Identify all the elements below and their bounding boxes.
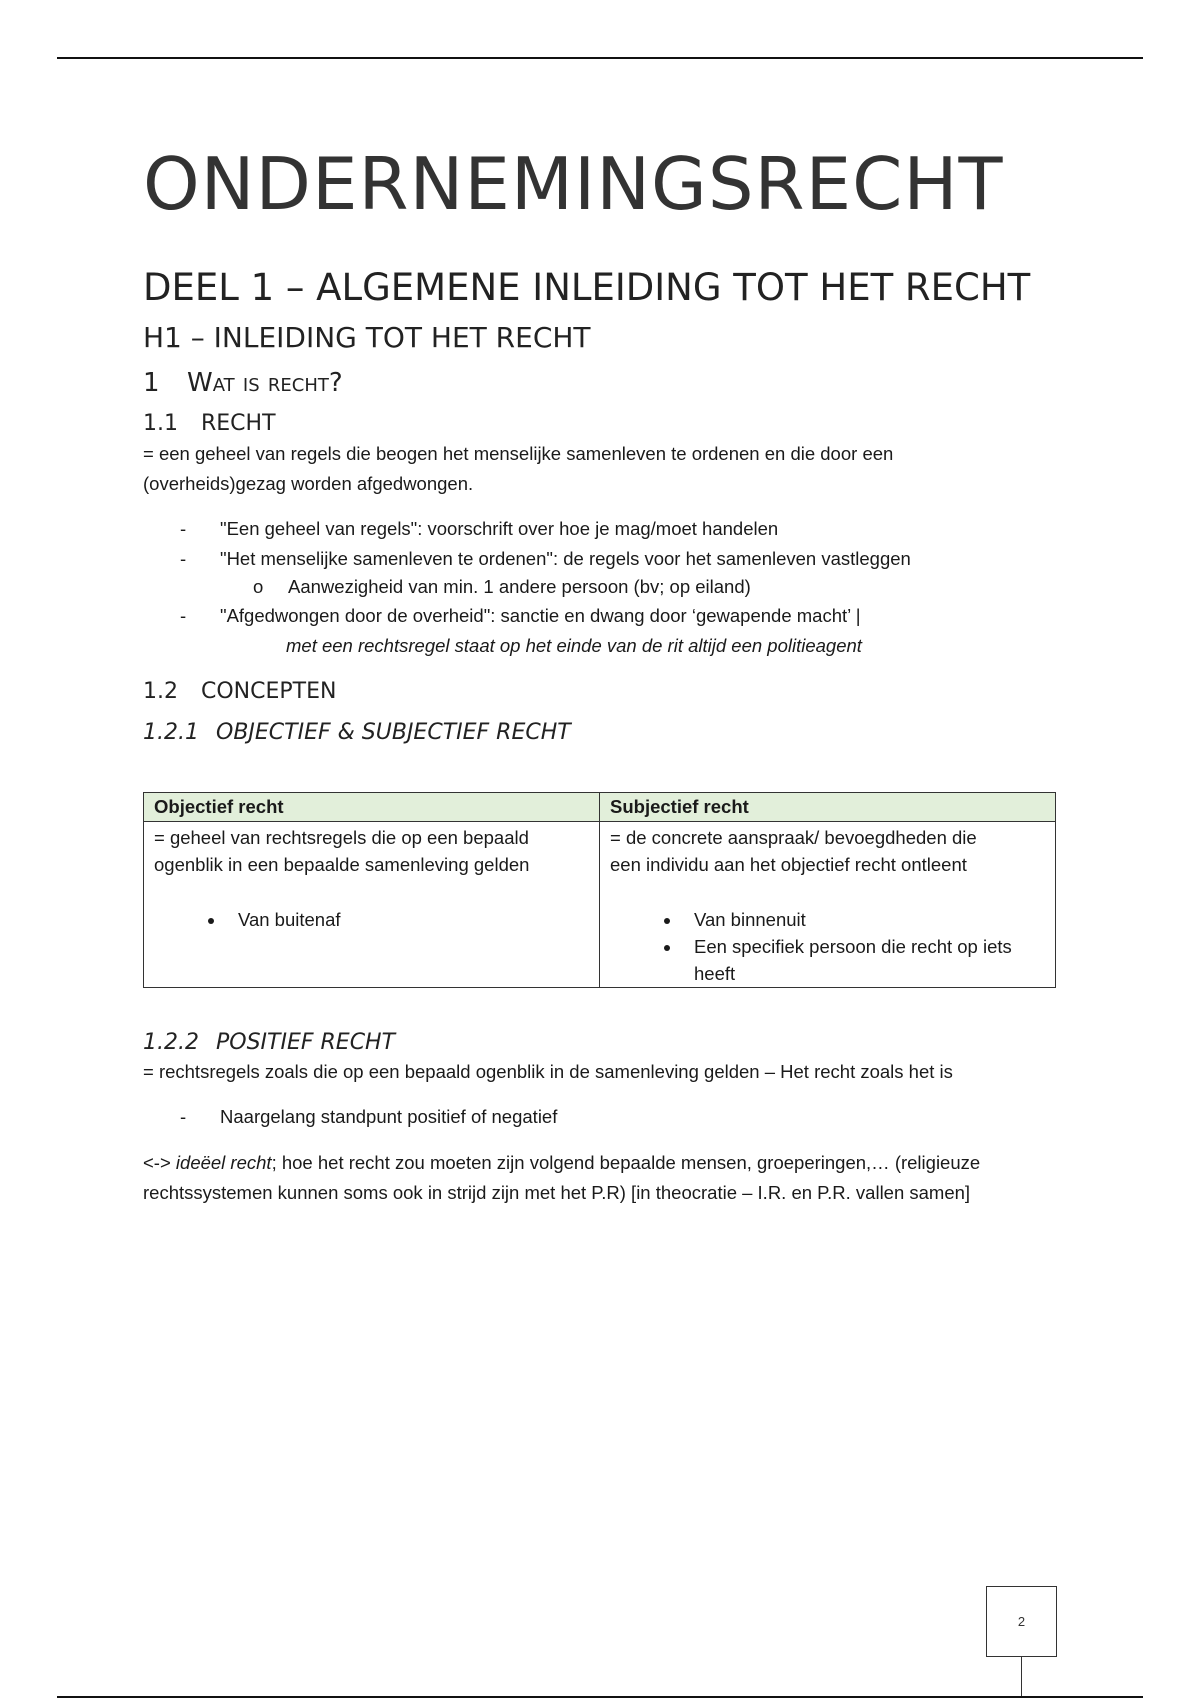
- section-number: 1: [143, 368, 160, 398]
- table-header-row: [144, 793, 1056, 822]
- list-item: • Van buitenaf: [226, 906, 589, 933]
- dash-bullet: -: [180, 548, 187, 569]
- section-1-heading: [143, 368, 343, 398]
- list-item-text: Aanwezigheid van min. 1 andere persoon (bv; op eiland): [288, 576, 751, 597]
- contrast-paragraph-line: rechtssystemen kunnen soms ook in strijd zijn met het P.R) [in theocratie – I.R. en P.R. vallen samen]: [143, 1182, 971, 1203]
- contrast-term: ideëel recht: [175, 1152, 272, 1173]
- chapter-heading: H1 – INLEIDING TOT HET RECHT: [143, 321, 591, 354]
- table-cell: [144, 822, 600, 988]
- table-cell: [600, 822, 1056, 988]
- comparison-table: [143, 792, 1056, 988]
- contrast-paragraph-line: [143, 1148, 980, 1178]
- contrast-text: ; hoe het recht zou moeten zijn volgend bepaalde mensen, groeperingen,… (religieuze: [271, 1152, 981, 1173]
- dash-bullet: -: [180, 1106, 187, 1127]
- list-item: [143, 601, 861, 631]
- sub-list-item: [253, 572, 751, 602]
- section-number: 1.2.2: [143, 1030, 199, 1055]
- circle-bullet: o: [253, 576, 264, 597]
- list-item-text: "Een geheel van regels": voorschrift over hoe je mag/moet handelen: [220, 518, 779, 539]
- list-item: [143, 544, 911, 574]
- table-header-cell: Subjectief recht: [600, 793, 1056, 822]
- section-1-2-2-heading: [143, 1030, 395, 1055]
- header-rule: [57, 57, 1143, 59]
- footer-rule: [57, 1696, 1143, 1698]
- list-item: [143, 1102, 557, 1132]
- cell-text: = de concrete aanspraak/ bevoegdheden die: [610, 827, 977, 848]
- table-row: [144, 822, 1056, 988]
- part-heading: DEEL 1 – ALGEMENE INLEIDING TOT HET RECHT: [143, 266, 1031, 309]
- section-number: 1.1: [143, 411, 178, 436]
- list-item-text: Naargelang standpunt positief of negatief: [220, 1106, 558, 1127]
- list-item-text: "Het menselijke samenleven te ordenen": de regels voor het samenleven vastleggen: [220, 548, 911, 569]
- definition-line: (overheids)gezag worden afgedwongen.: [143, 473, 474, 494]
- section-number: 1.2.1: [143, 720, 199, 745]
- section-1-1-heading: [143, 411, 276, 436]
- definition-line: = rechtsregels zoals die op een bepaald ogenblik in de samenleving gelden – Het recht zoals het is: [143, 1061, 953, 1082]
- contrast-arrow: <->: [143, 1152, 171, 1173]
- section-title: Wat is recht?: [187, 368, 343, 398]
- section-title: POSITIEF RECHT: [216, 1030, 396, 1055]
- definition-line: = een geheel van regels die beogen het menselijke samenleven te ordenen en die door een: [143, 443, 894, 464]
- cell-text: ogenblik in een bepaalde samenleving gelden: [154, 854, 530, 875]
- page-number-connector: [1021, 1656, 1022, 1696]
- section-title: OBJECTIEF & SUBJECTIEF RECHT: [216, 720, 571, 745]
- cell-text: = geheel van rechtsregels die op een bepaald: [154, 827, 529, 848]
- dash-bullet: -: [180, 518, 187, 539]
- section-1-2-heading: [143, 679, 336, 704]
- section-title: RECHT: [201, 411, 276, 436]
- section-1-2-1-heading: [143, 720, 571, 745]
- list-item-note: met een rechtsregel staat op het einde van de rit altijd een politieagent: [286, 635, 862, 656]
- page-number: 2: [986, 1586, 1057, 1657]
- table-header-cell: Objectief recht: [144, 793, 600, 822]
- list-item: [143, 514, 778, 544]
- document-title: ONDERNEMINGSRECHT: [143, 142, 1004, 226]
- cell-bullet-list: [154, 906, 589, 933]
- list-item: • Van binnenuit: [682, 906, 1045, 933]
- dash-bullet: -: [180, 605, 187, 626]
- list-item-text: "Afgedwongen door de overheid": sanctie en dwang door ‘gewapende macht’ |: [220, 605, 861, 626]
- section-number: 1.2: [143, 679, 178, 704]
- cell-text: een individu aan het objectief recht ontleent: [610, 854, 967, 875]
- list-item: • Een specifiek persoon die recht op iets heeft: [682, 933, 1045, 987]
- cell-bullet-list: [610, 906, 1045, 987]
- section-title: CONCEPTEN: [201, 679, 337, 704]
